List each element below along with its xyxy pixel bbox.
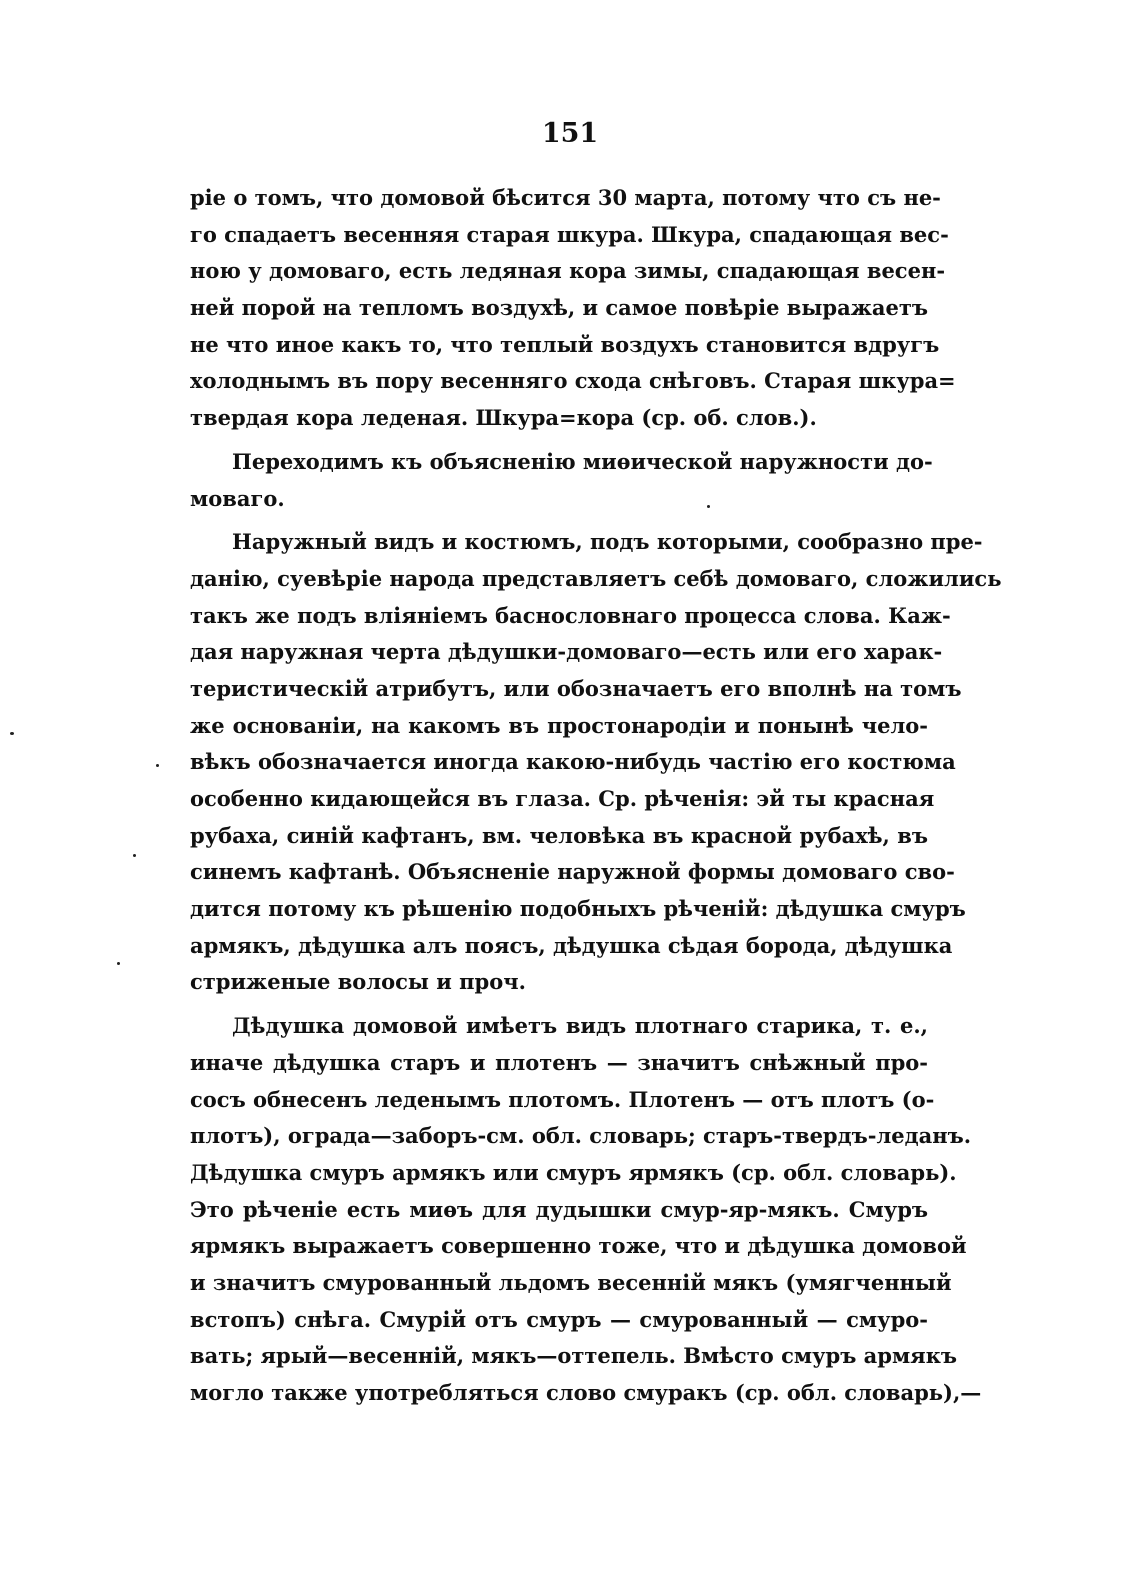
text-line: Наружный видъ и костюмъ, подъ которыми, сообразно пре- (232, 529, 983, 555)
page-number: 151 (541, 118, 599, 149)
text-line: Дѣдушка смуръ армякъ или смуръ ярмякъ (ср. обл. словарь). (190, 1159, 957, 1185)
text-line: дая наружная черта дѣдушки-домоваго—есть или его харак- (190, 639, 943, 665)
text-line: иначе дѣдушка старъ и плотенъ — значитъ снѣжный про- (190, 1049, 928, 1075)
text-line: встопъ) снѣга. Смурій отъ смуръ — смурованный — смуро- (190, 1306, 928, 1332)
text-line: рубаха, синій кафтанъ, вм. человѣка въ красной рубахѣ, въ (190, 822, 928, 848)
text-line: твердая кора леденая. Шкура=кора (ср. об. слов.). (190, 405, 817, 431)
text-line: ней порой на тепломъ воздухѣ, и самое повѣріе выражаетъ (190, 295, 928, 321)
text-line: и значитъ смурованный льдомъ весенній мякъ (умягченный (190, 1269, 952, 1295)
paragraph (190, 444, 933, 517)
text-line: стриженые волосы и проч. (190, 969, 526, 995)
text-line: моваго. (190, 485, 285, 511)
text-line: же основаніи, на какомъ въ простонародіи и понынѣ чело- (190, 712, 928, 738)
text-line: армякъ, дѣдушка алъ поясъ, дѣдушка сѣдая борода, дѣдушка (190, 932, 953, 958)
text-line: вать; ярый—весенній, мякъ—оттепель. Вмѣсто смуръ армякъ (190, 1343, 957, 1369)
text-line: такъ же подъ вліяніемъ баснословнаго процесса слова. Каж- (190, 602, 951, 628)
paragraph (190, 1008, 982, 1412)
text-line: данію, суевѣріе народа представляетъ себѣ домоваго, сложились (190, 565, 1002, 591)
text-line: ярмякъ выражаетъ совершенно тоже, что и дѣдушка домовой (190, 1233, 967, 1259)
text-line: Переходимъ къ объясненію миѳической наружности до- (232, 448, 933, 474)
text-line: ріе о томъ, что домовой бѣсится 30 марта, потому что съ не- (190, 185, 941, 210)
scan-speck (10, 732, 14, 735)
text-line: дится потому къ рѣшенію подобныхъ рѣченій: дѣдушка смуръ (190, 896, 966, 922)
text-line: теристическій атрибутъ, или обозначаетъ его вполнѣ на томъ (190, 675, 962, 701)
text-line: Это рѣченіе есть миѳъ для дудышки смур-яр-мякъ. Смуръ (190, 1196, 928, 1222)
text-line: особенно кидающейся въ глаза. Ср. рѣченія: эй ты красная (190, 786, 935, 811)
scan-speck (133, 854, 136, 857)
scan-speck (707, 505, 710, 508)
text-line: могло также употребляться слово смуракъ (ср. обл. словарь),— (190, 1380, 982, 1405)
text-line: сосъ обнесенъ леденымъ плотомъ. Плотенъ — отъ плотъ (о- (190, 1086, 935, 1112)
text-line: холоднымъ въ пору весенняго схода снѣговъ. Старая шкура= (190, 368, 956, 394)
text-line: синемъ кафтанѣ. Объясненіе наружной формы домоваго сво- (190, 859, 955, 885)
scan-speck (156, 764, 159, 767)
paragraph (190, 524, 1002, 1001)
text-line: вѣкъ обозначается иногда какою-нибудь частію его костюма (190, 749, 956, 775)
text-line: плотъ), ограда—заборъ-см. обл. словарь; старъ-твердъ-леданъ. (190, 1123, 971, 1149)
text-line: го спадаетъ весенняя старая шкура. Шкура, спадающая вес- (190, 221, 949, 247)
scan-speck (117, 962, 120, 965)
body-text (190, 180, 1002, 1412)
paragraph (190, 180, 956, 437)
text-line: ною у домоваго, есть ледяная кора зимы, спадающая весен- (190, 258, 946, 284)
text-line: не что иное какъ то, что теплый воздухъ становится вдругъ (190, 331, 940, 357)
text-line: Дѣдушка домовой имѣетъ видъ плотнаго старика, т. е., (232, 1013, 928, 1039)
